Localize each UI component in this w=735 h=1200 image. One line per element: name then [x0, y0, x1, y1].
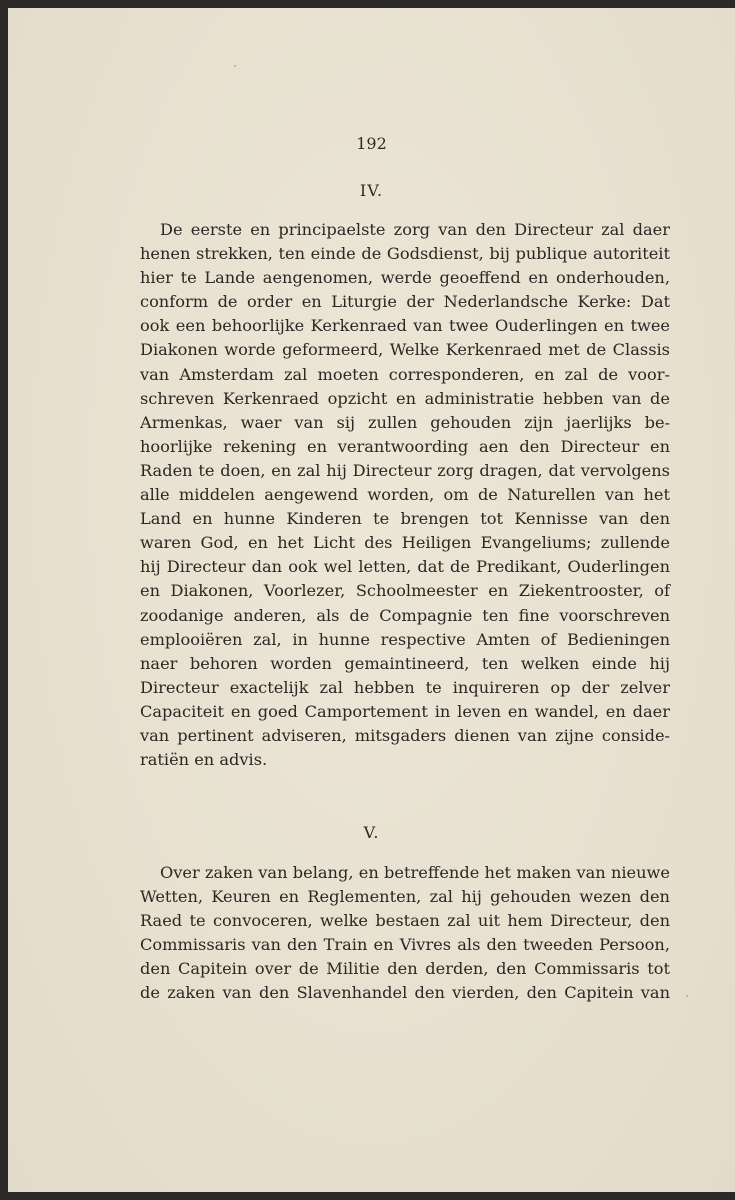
text-line: Directeur exactelijk zal hebben te inquireren op der zelver [140, 677, 670, 697]
text-line: hier te Lande aengenomen, werde geoeffend en onderhouden, [140, 268, 670, 288]
text-line: de zaken van den Slavenhandel den vierden, den Capitein van [140, 983, 670, 1003]
text-line: Capaciteit en goed Camportement in leven en wandel, en daer [140, 701, 670, 721]
text-line: emplooiëren zal, in hunne respective Amten of Bedieningen [140, 629, 670, 649]
text-line: De eerste en principaelste zorg van den Directeur zal daer [160, 220, 670, 239]
text-line: waren God, en het Licht des Heiligen Evangeliums; zullende [140, 533, 670, 553]
text-line: hoorlijke rekening en verantwoording aen den Directeur en [140, 436, 670, 456]
section-heading-v: V. [363, 823, 380, 842]
text-line: en Diakonen, Voorlezer, Schoolmeester en Ziekentrooster, of [140, 581, 670, 601]
text-line: henen strekken, ten einde de Godsdienst, bij publique autoriteit [140, 244, 670, 264]
text-line: van Amsterdam zal moeten corresponderen, en zal de voor- [140, 364, 670, 384]
text-line: naer behoren worden gemaintineerd, ten welken einde hij [140, 653, 670, 673]
book-page [8, 8, 735, 1192]
section-v-paragraph [140, 861, 670, 1006]
text-line: alle middelen aengewend worden, om de Naturellen van het [140, 485, 670, 505]
text-line: Wetten, Keuren en Reglementen, zal hij gehouden wezen den [140, 887, 670, 907]
text-line: Diakonen worde geformeerd, Welke Kerkenraed met de Classis [140, 340, 670, 360]
page-number: 192 [356, 134, 387, 153]
text-line: schreven Kerkenraed opzicht en administratie hebben van de [140, 388, 670, 408]
paper-speck [686, 995, 688, 997]
text-line: Land en hunne Kinderen te brengen tot Kennisse van den [140, 509, 670, 529]
text-line: den Capitein over de Militie den derden, den Commissaris tot [140, 959, 670, 979]
text-line: ook een behoorlijke Kerkenraed van twee Ouderlingen en twee [140, 316, 670, 336]
paper-speck [234, 65, 236, 67]
text-line: Over zaken van belang, en betreffende het maken van nieuwe [160, 863, 670, 882]
section-iv-paragraph [140, 218, 670, 772]
text-line: Armenkas, waer van sij zullen gehouden zijn jaerlijks be- [140, 412, 670, 432]
section-heading-iv: IV. [359, 181, 384, 200]
text-line: zoodanige anderen, als de Compagnie ten fine voorschreven [140, 605, 670, 625]
text-line: conform de order en Liturgie der Nederlandsche Kerke: Dat [140, 292, 670, 312]
text-line: van pertinent adviseren, mitsgaders dienen van zijne conside- [140, 725, 670, 745]
text-line: Raed te convoceren, welke bestaen zal uit hem Directeur, den [140, 911, 670, 931]
text-line: ratiën en advis. [140, 750, 268, 770]
text-line: Raden te doen, en zal hij Directeur zorg dragen, dat vervolgens [140, 460, 670, 480]
text-line: hij Directeur dan ook wel letten, dat de Predikant, Ouderlingen [140, 557, 670, 577]
text-line: Commissaris van den Train en Vivres als den tweeden Persoon, [140, 935, 670, 955]
